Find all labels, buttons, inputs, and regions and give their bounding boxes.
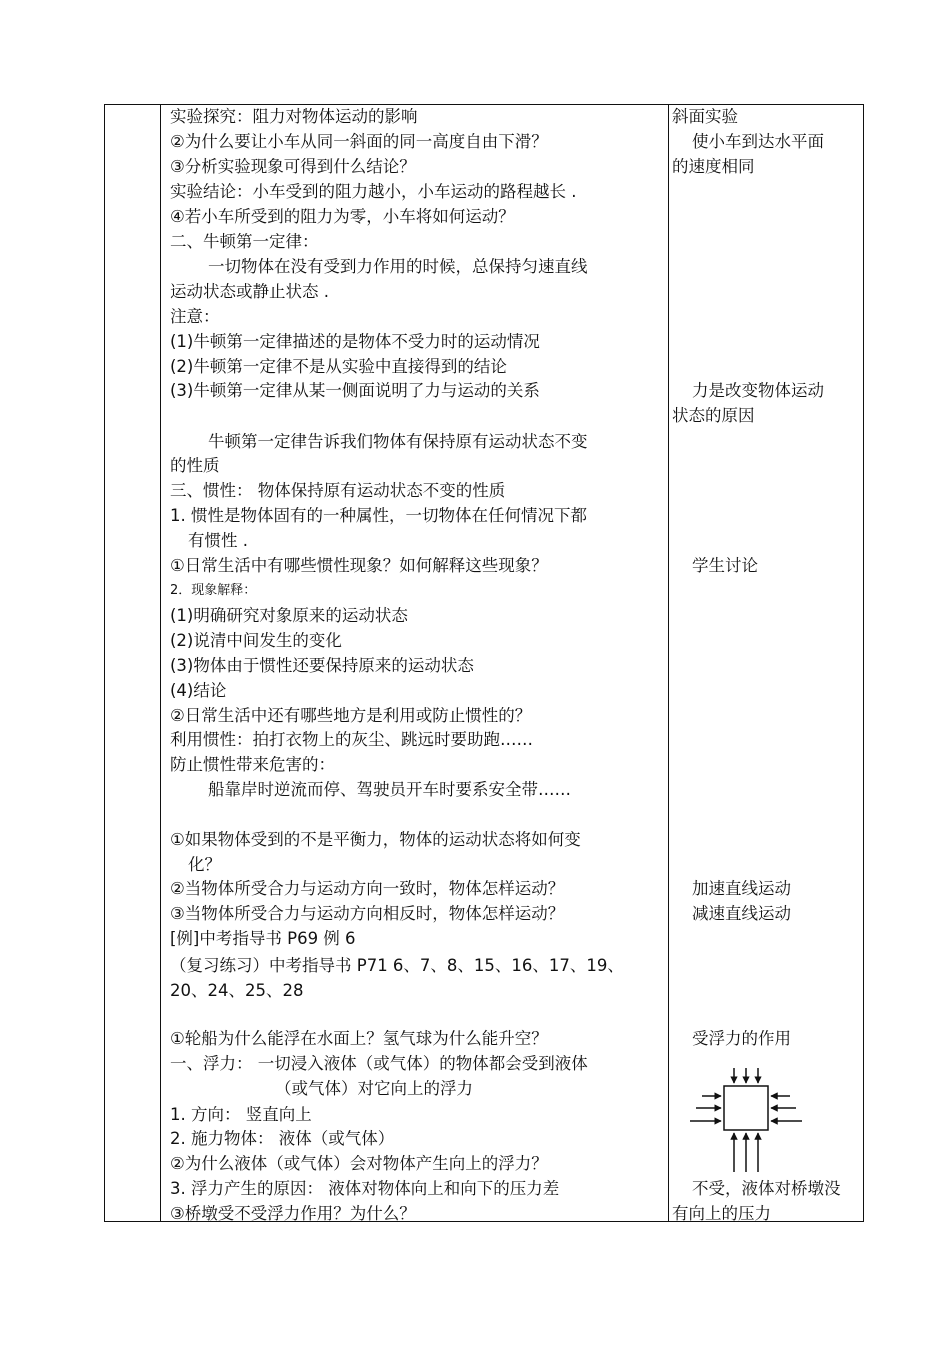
main-line: ④若小车所受到的阻力为零，小车将如何运动？ xyxy=(170,207,515,226)
note-line: 斜面实验 xyxy=(672,107,738,126)
main-line: 利用惯性：拍打衣物上的灰尘、跳远时要助跑…… xyxy=(170,730,533,749)
section-heading: 二、牛顿第一定律： xyxy=(170,232,319,251)
note-line: 有向上的压力 xyxy=(672,1204,771,1223)
main-line: 化？ xyxy=(188,855,221,874)
main-line: 2. 施力物体： 液体（或气体） xyxy=(170,1129,395,1148)
main-line: [例]中考指导书 P69 例 6 xyxy=(170,929,356,948)
column-divider-right xyxy=(668,105,669,1221)
main-line: ②为什么液体（或气体）会对物体产生向上的浮力？ xyxy=(170,1154,548,1173)
main-line: 船靠岸时逆流而停、驾驶员开车时要系安全带…… xyxy=(208,780,571,799)
main-line: ③分析实验现象可得到什么结论？ xyxy=(170,157,416,176)
main-line: 牛顿第一定律告诉我们物体有保持原有运动状态不变 xyxy=(208,432,588,451)
main-line: (3)物体由于惯性还要保持原来的运动状态 xyxy=(170,656,474,675)
left-pressure-arrows xyxy=(690,1096,721,1121)
note-line: 力是改变物体运动 xyxy=(692,381,824,400)
main-line: 2．现象解释： xyxy=(170,583,257,598)
right-pressure-arrows xyxy=(771,1096,802,1121)
main-line: (2)牛顿第一定律不是从实验中直接得到的结论 xyxy=(170,357,507,376)
main-line: ②为什么要让小车从同一斜面的同一高度自由下滑？ xyxy=(170,132,548,151)
column-divider-left xyxy=(160,105,161,1221)
main-line: ①日常生活中有哪些惯性现象？如何解释这些现象？ xyxy=(170,556,548,575)
main-line: 注意： xyxy=(170,307,220,326)
main-line: (2)说清中间发生的变化 xyxy=(170,631,342,650)
main-line: 3. 浮力产生的原因： 液体对物体向上和向下的压力差 xyxy=(170,1179,560,1198)
top-pressure-arrows xyxy=(734,1068,758,1083)
main-line: 1. 方向： 竖直向上 xyxy=(170,1105,312,1124)
main-line: 有惯性 . xyxy=(188,531,248,550)
main-line: 1. 惯性是物体固有的一种属性，一切物体在任何情况下都 xyxy=(170,506,587,525)
main-line: (1)明确研究对象原来的运动状态 xyxy=(170,606,408,625)
main-line: 运动状态或静止状态 . xyxy=(170,282,329,301)
bottom-pressure-arrows xyxy=(734,1133,758,1172)
main-line: (3)牛顿第一定律从某一侧面说明了力与运动的关系 xyxy=(170,381,540,400)
main-line: 20、24、25、28 xyxy=(170,981,304,1000)
main-line: (1)牛顿第一定律描述的是物体不受力时的运动情况 xyxy=(170,332,540,351)
main-line: ③当物体所受合力与运动方向相反时，物体怎样运动？ xyxy=(170,904,565,923)
buoyancy-pressure-diagram xyxy=(688,1064,804,1176)
main-line: ①轮船为什么能浮在水面上？氢气球为什么能升空？ xyxy=(170,1029,548,1048)
main-line: 的性质 xyxy=(170,456,220,475)
immersed-block xyxy=(724,1086,768,1130)
note-line: 受浮力的作用 xyxy=(692,1029,791,1048)
main-line: ①如果物体受到的不是平衡力，物体的运动状态将如何变 xyxy=(170,830,581,849)
note-line: 使小车到达水平面 xyxy=(692,132,824,151)
main-line: 防止惯性带来危害的： xyxy=(170,755,335,774)
main-line: ②当物体所受合力与运动方向一致时，物体怎样运动？ xyxy=(170,879,565,898)
note-line: 加速直线运动 xyxy=(692,879,791,898)
main-line: 实验探究：阻力对物体运动的影响 xyxy=(170,107,418,126)
main-line: 实验结论：小车受到的阻力越小，小车运动的路程越长 . xyxy=(170,182,577,201)
section-heading: 一、浮力： 一切浸入液体（或气体）的物体都会受到液体 xyxy=(170,1054,588,1073)
note-line: 的速度相同 xyxy=(672,157,755,176)
note-line: 学生讨论 xyxy=(692,556,758,575)
note-line: 状态的原因 xyxy=(672,406,755,425)
main-line: (4)结论 xyxy=(170,681,227,700)
note-line: 减速直线运动 xyxy=(692,904,791,923)
main-line: ②日常生活中还有哪些地方是利用或防止惯性的？ xyxy=(170,706,532,725)
main-line: ③桥墩受不受浮力作用？为什么？ xyxy=(170,1204,416,1223)
main-line: （复习练习）中考指导书 P71 6、7、8、15、16、17、19、 xyxy=(170,956,624,975)
main-line: （或气体）对它向上的浮力 xyxy=(275,1079,473,1098)
main-line: 一切物体在没有受到力作用的时候，总保持匀速直线 xyxy=(208,257,588,276)
section-heading: 三、惯性： 物体保持原有运动状态不变的性质 xyxy=(170,481,506,500)
note-line: 不受，液体对桥墩没 xyxy=(692,1179,841,1198)
